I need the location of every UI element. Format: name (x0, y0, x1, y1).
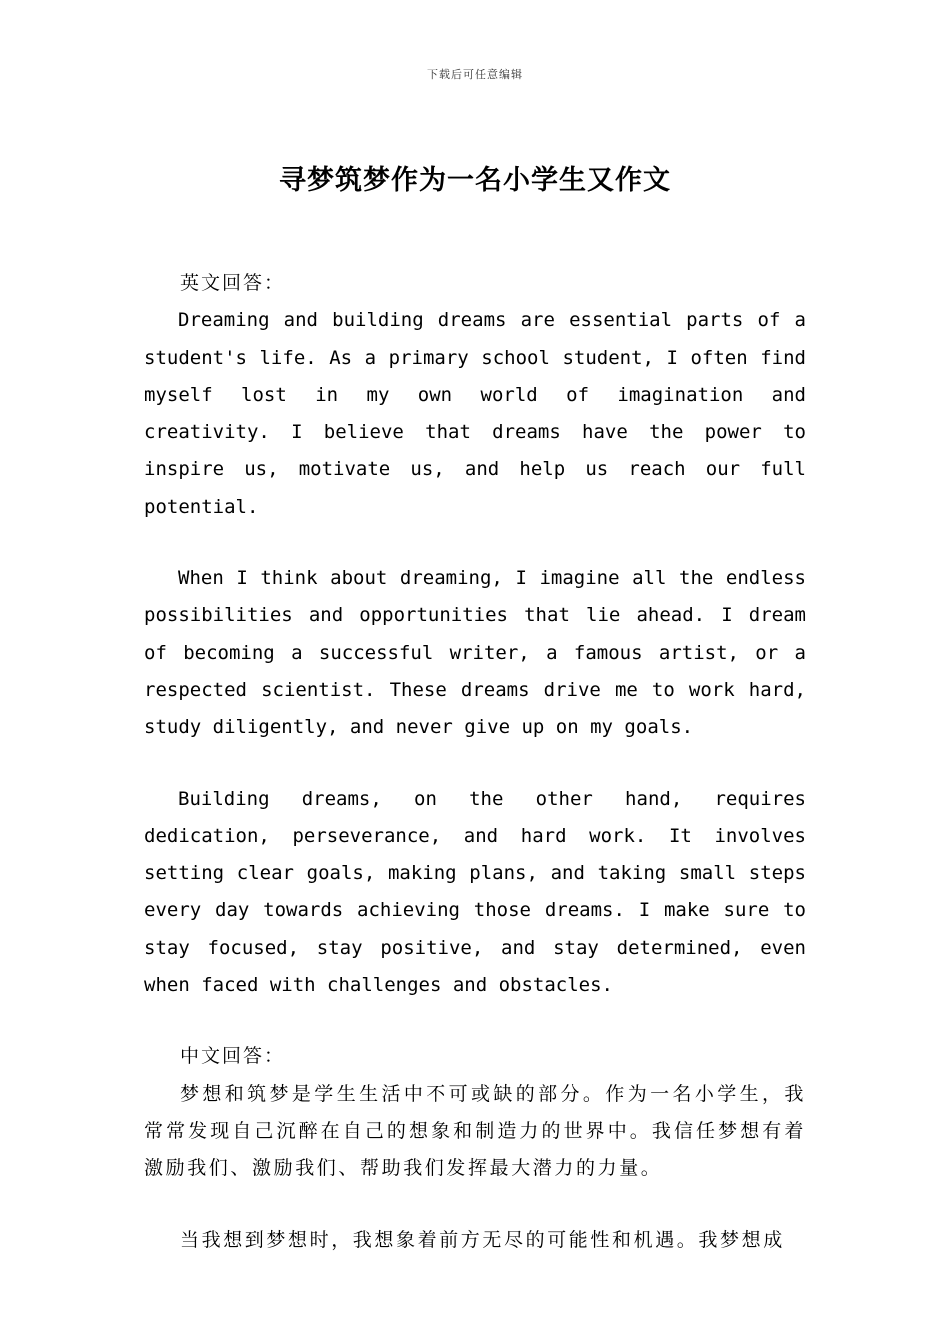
english-paragraph-3: Building dreams, on the other hand, requires dedication, perseverance, and hard work. It involves setting clear goals, making plans, and taking small steps every day towards achieving those dreams. I make sure to stay focused, stay positive, and stay determined, even when faced with challenges and obstacles. (144, 787, 806, 997)
chinese-section-label: 中文回答： (180, 1045, 286, 1068)
english-section-label: 英文回答： (180, 272, 286, 294)
english-paragraph-2: When I think about dreaming, I imagine all the endless possibilities and opportunities that lie ahead. I dream of becoming a successful writer, a famous artist, or a respected scientist. These dreams drive me to work hard, study diligently, and never give up on my goals. (144, 567, 806, 739)
chinese-paragraph-2: 当我想到梦想时，我想象着前方无尽的可能性和机遇。我梦想成 (180, 1228, 785, 1251)
chinese-paragraph-1: 梦想和筑梦是学生生活中不可或缺的部分。作为一名小学生，我常常发现自己沉醉在自己的想象和制造力的世界中。我信任梦想有着激励我们、激励我们、帮助我们发挥最大潜力的力量。 (144, 1082, 806, 1180)
document-body (144, 265, 806, 1293)
header-note: 下载后可任意编辑 (427, 68, 523, 81)
document-title: 寻梦筑梦作为一名小学生又作文 (279, 165, 671, 196)
english-paragraph-1: Dreaming and building dreams are essential parts of a student's life. As a primary school student, I often find myself lost in my own world of imagination and creativity. I believe that dreams have the power to inspire us, motivate us, and help us reach our full potential. (144, 309, 806, 518)
